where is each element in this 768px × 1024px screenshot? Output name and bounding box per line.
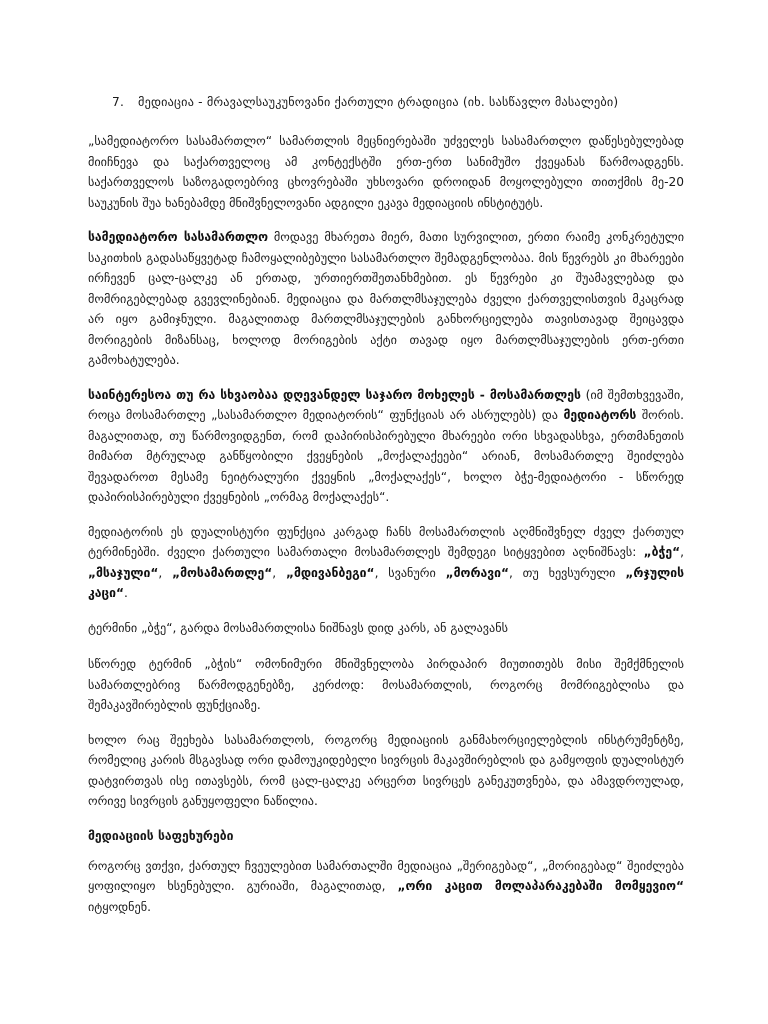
bold-term: მედიატორს (563, 408, 637, 422)
paragraph-text: მედიატორის ეს დუალისტური ფუნქცია კარგად ჩანს მოსამართლის აღმნიშვნელ ძველ ქართულ ტერმინებში. ძველი ქართული სამართალი მოსამართლეს შემდეგი სიტყვებით აღნიშნავს: (88, 524, 684, 559)
term-mdivanbegi: „მდივანბეგი“ (285, 565, 375, 580)
bold-term: სამედიატორო სასამართლო (88, 230, 268, 244)
separator: , (272, 565, 286, 580)
paragraph-text: შორის. მაგალითად, თუ წარმოვიდგენთ, რომ დაპირისპირებული მხარეები ორი სხვადასხვა, ერთმანეთის მიმართ მტრულად განწყობილი ქვეყნების „მოქალაქეები“ არიან, მოსამართლე შეიძლება შევადაროთ მესამე ნეიტრალური ქვეყნის „მოქალაქეს“, ხოლო ბჭე-მედიატორი - სწორედ დაპირისპირებული ქვეყნების „ორმაგ მოქალაქეს“. (88, 408, 684, 504)
heading-number: 7. (112, 95, 125, 109)
term-moravi: „მორავი“ (445, 565, 509, 580)
paragraph-text: , თუ ხევსურული (509, 565, 626, 580)
section-title: მედიაციის საფეხურები (88, 828, 234, 843)
paragraph-text: იტყოდნენ. (88, 899, 151, 914)
separator: , (158, 565, 173, 580)
paragraph-7: ხოლო რაც შეეხება სასამართლოს, როგორც მედიაციის განმახორციელებლის ინსტრუმენტზე, რომელიც კარის მსგავსად ორი დამოუკიდებელი სივრცის მაკავშირებლის და გამყოფის დუალისტურ დატვირთვას ისე ითავსებს, რომ ცალ-ცალკე არცერთ სივრცეს განეკუთვნება, და ამავდროულად, ორივე სივრცის განუყოფელი ნაწილია. (88, 732, 684, 808)
term-bche: „ბჭე“ (643, 545, 681, 559)
bold-phrase: საინტერესოა თუ რა სხვაობაა დღევანდელ საჯარო მოხელეს - მოსამართლეს (88, 387, 581, 402)
bold-quote: „ორი კაცით მოლაპარაკებაში მომყევიო“ (397, 879, 685, 893)
paragraph-text: როგორც ვთქვი, ქართულ ჩვეულებით სამართალში მედიაცია „შერიგებად“, „მორიგებად“ შეიძლება ყოფილიყო ხსენებული. გურიაში, მაგალითად, (88, 858, 684, 893)
term-rjulis-kaci: „რჯულის კაცი“ (88, 565, 685, 600)
paragraph-text: (იმ შემთხვევაში, როცა მოსამართლე „სასამართლო მედიატორის“ ფუნქციას არ ასრულებს) და (88, 387, 684, 422)
term-msajuli: „მსაჯული“ (88, 565, 159, 580)
term-mosamartle: „მოსამართლე“ (172, 565, 273, 580)
paragraph-1: „სამედიატორო სასამართლო“ სამართლის მეცნიერებაში უძველეს სასამართლო დაწესებულებად მიიჩნევა და საქართველოც ამ კონტექსტში ერთ-ერთ სანიმუშო ქვეყანას წარმოადგენს. საქართველოს საზოგადოებრივ ცხოვრებაში უხსოვარი დროიდან მოყოლებული თითქმის მე-20 საუკუნის შუა ხანებამდე მნიშვნელოვანი ადგილი ეკავა მედიაციის ინსტიტუტს. (88, 134, 684, 210)
paragraph-4 (88, 522, 684, 604)
heading-text: მედიაცია - მრავალსაუკუნოვანი ქართული ტრადიცია (იხ. სასწავლო მასალები) (138, 95, 619, 109)
paragraph-text: მოდავე მხარეთა მიერ, მათი სურვილით, ერთი რაიმე კონკრეტული საკითხის გადასაწყვეტად ჩამოყალიბებული სასამართლო შემადგენლობაა. მის წევრებს კი მხარეები ირჩევენ ცალ-ცალკე ან ერთად, ურთიერთშეთანხმებით. ეს წევრები კი შუამავლებად და მომრიგებლებად გვევლინებიან. მედიაცია და მართლმსაჯულება ძველი ქართველისთვის მკაცრად არ იყო გამიჯნული. მაგალითად მართლმსაჯულების განხორციელება თავისთავად შეიცავდა მორიგების მიზანსაც, ხოლოდ მორიგების აქტი თავად იყო მართლმსაჯულების ერთ-ერთი გამოხატულება. (88, 230, 684, 367)
paragraph-6: სწორედ ტერმინ „ბჭის“ ომონიმური მნიშვნელობა პირდაპირ მიუთითებს მისი შემქმნელის სამართლებრივ წარმოდგენებზე, კერძოდ: მოსამართლის, როგორც მომრიგებლისა და შემაკავშირებლის ფუნქციაზე. (88, 657, 684, 712)
separator: , (680, 545, 684, 559)
period: . (123, 586, 128, 600)
paragraph-3 (88, 385, 684, 508)
paragraph-2 (88, 227, 684, 371)
paragraph-5: ტერმინი „ბჭე“, გარდა მოსამართლისა ნიშნავს დიდ კარს, ან გალავანს (88, 620, 508, 635)
paragraph-8 (88, 856, 684, 918)
paragraph-text: , სვანური (374, 565, 446, 580)
numbered-heading (112, 92, 684, 112)
